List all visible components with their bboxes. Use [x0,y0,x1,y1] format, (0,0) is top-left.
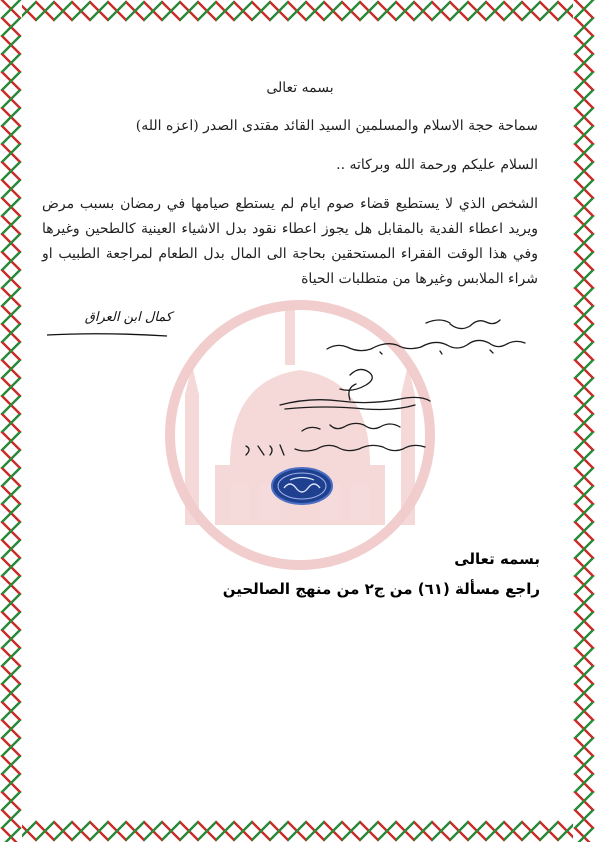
letter-basmala: بسمه تعالى [266,80,334,96]
questioner-name: كمال ابن العراق [84,310,172,325]
questioner-signature [42,310,172,338]
letter-greeting: السلام عليكم ورحمة الله وبركاته .. [336,157,538,173]
letter-question: الشخص الذي لا يستطيع قضاء صوم ايام لم يستطع صيامها في رمضان بسبب مرض ويريد اعطاء الفدية بالمقابل هل يجوز اعطاء نقود بدل الاشياء العينية كالطحين وغيرها وفي هذا الوقت الفقراء المستحقين بحاجة الى المال بدل الطعام لمراجعة الطبيب او شراء الملابس وغيرها من متطلبات الحياة [42,196,538,287]
seal-stamp-icon [270,466,334,506]
decorative-border-left [0,0,22,842]
decorative-border-top [0,0,595,22]
decorative-border-bottom [0,820,595,842]
decorative-border-right [573,0,595,842]
letter-address: سماحة حجة الاسلام والمسلمين السيد القائد مقتدى الصدر (اعزه الله) [135,118,538,134]
answer-body: راجع مسألة (٦١) من ج٢ من منهج الصالحين [222,580,540,598]
signature-underline-icon [42,330,172,340]
handwritten-answer-icon [200,305,530,515]
answer-title: بسمه تعالى [454,550,540,568]
